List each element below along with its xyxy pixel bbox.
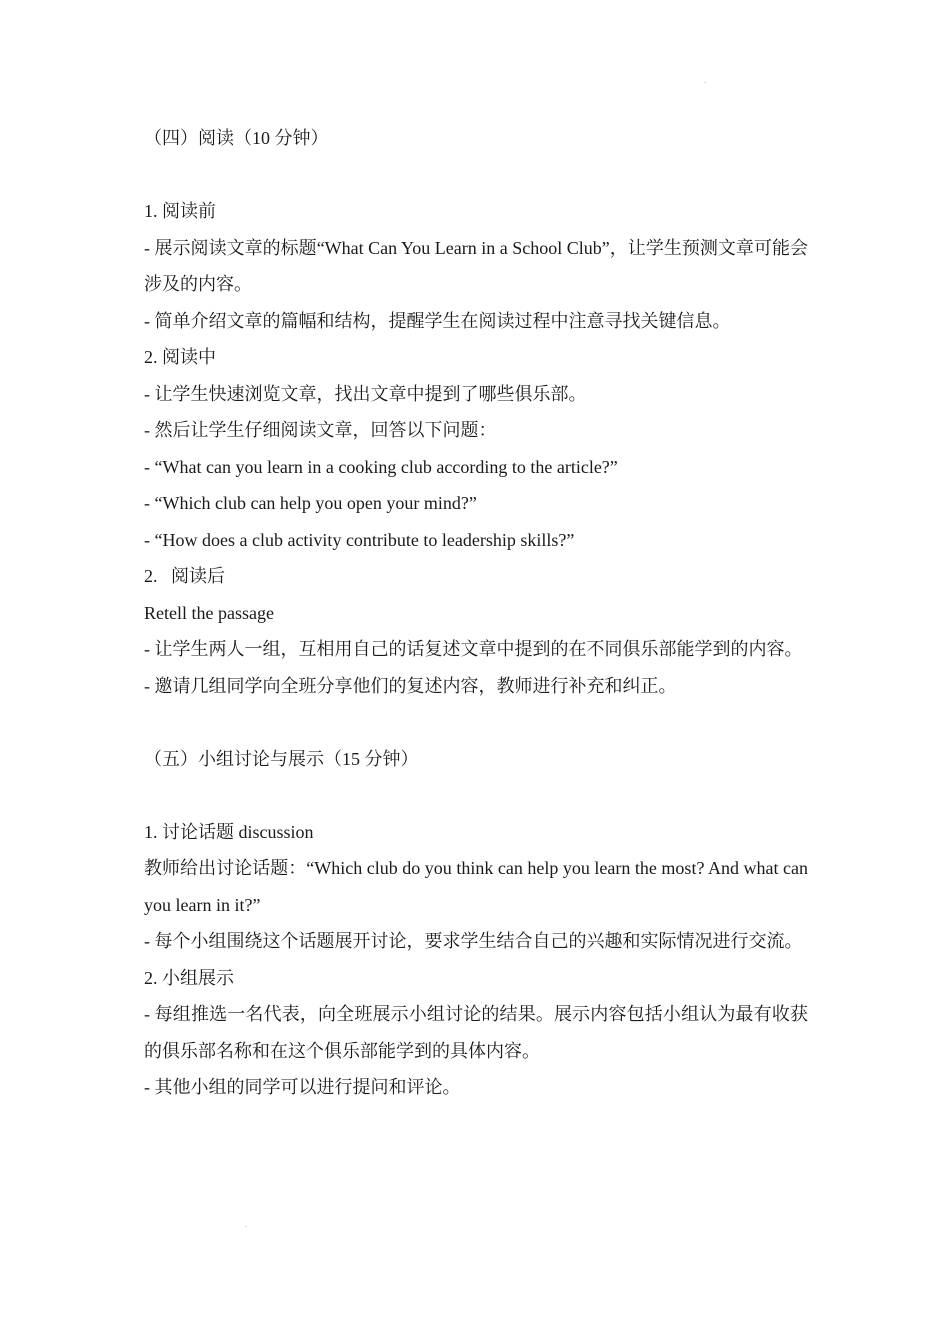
post-reading-subtitle: Retell the passage <box>144 602 274 623</box>
while-reading-item-2: - 然后让学生仔细阅读文章，回答以下问题： <box>144 420 497 440</box>
presentation-item-1: - 每组推选一名代表，向全班展示小组讨论的结果。展示内容包括小组认为最有收获的俱乐部名称和在这个俱乐部能学到的具体内容。 <box>144 1004 808 1061</box>
section-4-heading: （四）阅读（10 分钟） <box>144 128 329 148</box>
while-reading-item-1: - 让学生快速浏览文章，找出文章中提到了哪些俱乐部。 <box>144 383 587 404</box>
post-reading-title: 2. 阅读后 <box>144 566 225 586</box>
reading-question-1: - “What can you learn in a cooking club according to the article?” <box>144 456 618 477</box>
presentation-title: 2. 小组展示 <box>144 967 234 988</box>
pre-reading-title: 1. 阅读前 <box>144 201 216 221</box>
pre-reading-item-1: - 展示阅读文章的标题“What Can You Learn in a School Club”，让学生预测文章可能会涉及的内容。 <box>144 237 808 294</box>
discussion-item-1: 教师给出讨论话题：“Which club do you think can help you learn the most? And what can you learn in it?” <box>144 858 808 915</box>
post-reading-item-1: - 让学生两人一组，互相用自己的话复述文章中提到的在不同俱乐部能学到的内容。 <box>144 639 803 659</box>
reading-question-3: - “How does a club activity contribute to leadership skills?” <box>144 529 575 550</box>
blank-line <box>144 157 808 194</box>
reading-question-2: - “Which club can help you open your mind?” <box>144 493 477 513</box>
while-reading-title: 2. 阅读中 <box>144 347 216 367</box>
discussion-item-2: - 每个小组围绕这个话题展开讨论，要求学生结合自己的兴趣和实际情况进行交流。 <box>144 931 803 951</box>
blank-line <box>144 777 808 814</box>
section-5-heading: （五）小组讨论与展示（15 分钟） <box>144 748 419 769</box>
presentation-item-2: - 其他小组的同学可以进行提问和评论。 <box>144 1077 461 1097</box>
page-mark-top: - <box>704 80 706 86</box>
post-reading-item-2: - 邀请几组同学向全班分享他们的复述内容，教师进行补充和纠正。 <box>144 675 677 696</box>
discussion-title: 1. 讨论话题 discussion <box>144 821 314 842</box>
lesson-content <box>144 120 808 1106</box>
pre-reading-item-2: - 简单介绍文章的篇幅和结构，提醒学生在阅读过程中注意寻找关键信息。 <box>144 310 731 331</box>
blank-line <box>144 704 808 741</box>
page-mark-bottom: - <box>245 1224 247 1230</box>
